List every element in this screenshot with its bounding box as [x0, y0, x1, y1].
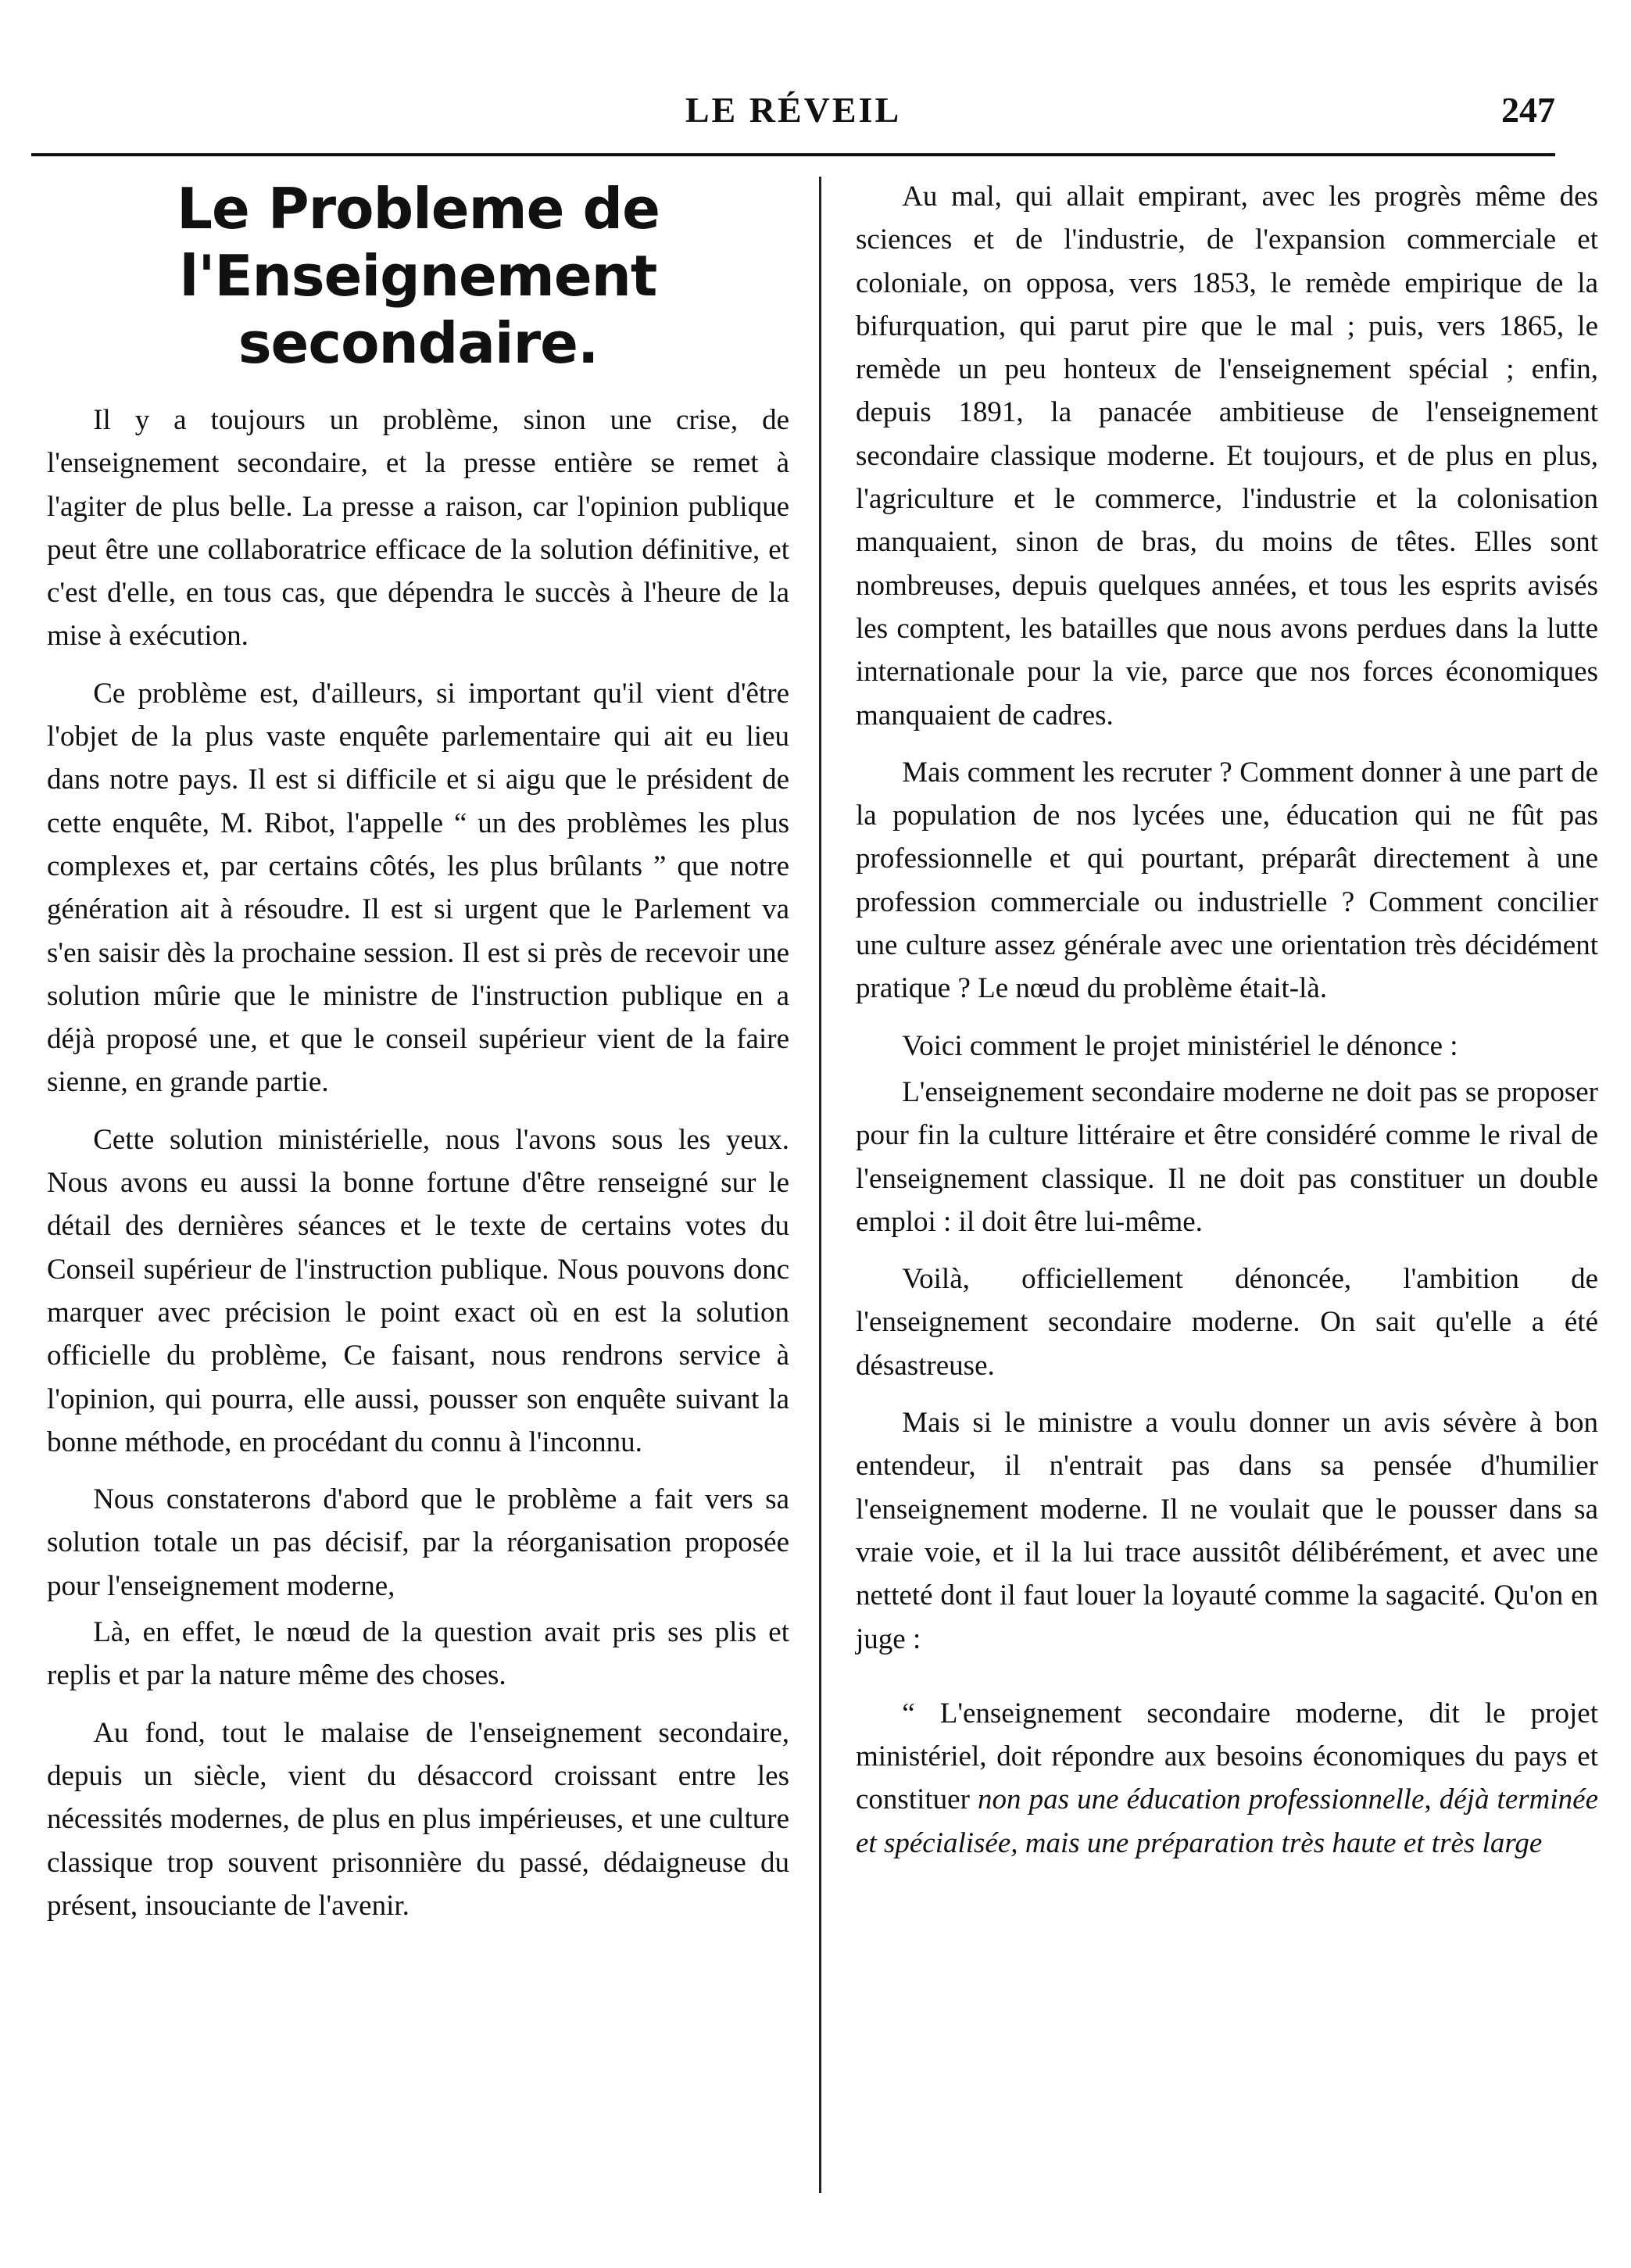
paragraph: L'enseignement secondaire moderne ne doit pas se proposer pour fin la culture littéraire et être considéré comme le rival de l'enseignement classique. Il ne doit pas constituer un double emploi : il doit être lui-même.	[856, 1075, 1598, 1238]
page-number: 247	[1501, 90, 1555, 130]
paragraph: Mais si le ministre a voulu donner un avis sévère à bon entendeur, il n'entrait pas dans sa pensée d'humilier l'enseignement moderne. Il ne voulait que le pousser dans sa vraie voie, et il la lui trace aussitôt délibérément, et avec une netteté dont il faut louer la loyauté comme la sagacité. Qu'on en juge :	[856, 1407, 1598, 1655]
paragraph: Cette solution ministérielle, nous l'avons sous les yeux. Nous avons eu aussi la bonne fortune d'être renseigné sur le détail des dernières séances et le texte de certains votes du Conseil supérieur de l'instruction publique. Nous pouvons donc marquer avec précision le point exact où en est la solution officielle du problème, Ce faisant, nous rendrons service à l'opinion, qui pourra, elle aussi, pousser son enquête suivant la bonne méthode, en procédant du connu à l'inconnu.	[47, 1123, 789, 1458]
quote-lead: “ L'enseignement secondaire moderne, dit le projet ministériel, doit répondre aux besoins économiques du pays et constituer	[856, 1697, 1598, 1816]
paragraph: Voici comment le projet ministériel le dénonce :	[902, 1029, 1458, 1062]
paragraph: Au fond, tout le malaise de l'enseignement secondaire, depuis un siècle, vient du désaccord croissant entre les nécessités modernes, de plus en plus impérieuses, et une culture classique trop souvent prisonnière du passé, dédaigneuse du présent, insouciante de l'avenir.	[47, 1716, 789, 1922]
paragraph: Mais comment les recruter ? Comment donner à une part de la population de nos lycées une, éducation qui ne fût pas professionnelle et qui pourtant, préparât directement à une profession commerciale ou industrielle ? Comment concilier une culture assez générale avec une orientation très décidément pratique ? Le nœud du problème était-là.	[856, 756, 1598, 1005]
column-rule	[819, 177, 821, 2193]
running-title: LE RÉVEIL	[685, 90, 902, 130]
paragraph: Là, en effet, le nœud de la question avait pris ses plis et replis et par la nature même des choses.	[47, 1616, 789, 1692]
quote-emphasis: non pas une éducation professionnelle, déjà terminée et spécialisée, mais une préparation très haute et très large	[856, 1783, 1598, 1859]
paragraph: Voilà, officiellement dénoncée, l'ambition de l'enseignement secondaire moderne. On sait qu'elle a été désastreuse.	[856, 1263, 1598, 1382]
quoted-passage	[856, 1692, 1598, 1865]
article-title: Le Probleme de l'Enseignement secondaire.	[177, 176, 660, 376]
header-rule	[31, 153, 1555, 156]
paragraph: Nous constaterons d'abord que le problème a fait vers sa solution totale un pas décisif, par la réorganisation proposée pour l'enseignement moderne,	[47, 1483, 789, 1602]
paragraph: Il y a toujours un problème, sinon une crise, de l'enseignement secondaire, et la presse entière se remet à l'agiter de plus belle. La presse a raison, car l'opinion publique peut être une collaboratrice efficace de la solution définitive, et c'est d'elle, en tous cas, que dépendra le succès à l'heure de la mise à exécution.	[47, 404, 789, 653]
right-column	[856, 175, 1598, 1879]
page-header	[31, 78, 1555, 141]
paragraph: Ce problème est, d'ailleurs, si important qu'il vient d'être l'objet de la plus vaste enquête parlementaire qui ait eu lieu dans notre pays. Il est si difficile et si aigu que le président de cette enquête, M. Ribot, l'appelle “ un des problèmes les plus complexes et, par certains côtés, les plus brûlants ” que notre génération ait à résoudre. Il est si urgent que le Parlement va s'en saisir dès la prochaine session. Il est si près de recevoir une solution mûrie que le ministre de l'instruction publique en a déjà proposé une, et que le conseil supérieur vient de la faire sienne, en grande partie.	[47, 677, 789, 1099]
paragraph: Au mal, qui allait empirant, avec les progrès même des sciences et de l'industrie, de l'expansion commerciale et coloniale, on opposa, vers 1853, le remède empirique de la bifurquation, qui parut pire que le mal ; puis, vers 1865, le remède un peu honteux de l'enseignement spécial ; enfin, depuis 1891, la panacée ambitieuse de l'enseignement secondaire classique moderne. Et toujours, et de plus en plus, l'agriculture et le commerce, l'industrie et la colonisation manquaient, sinon de bras, du moins de têtes. Elles sont nombreuses, depuis quelques années, et tous les esprits avisés les comptent, les batailles que nous avons perdues dans la lutte internationale pour la vie, parce que nos forces économiques manquaient de cadres.	[856, 181, 1598, 732]
left-column	[47, 175, 789, 1941]
